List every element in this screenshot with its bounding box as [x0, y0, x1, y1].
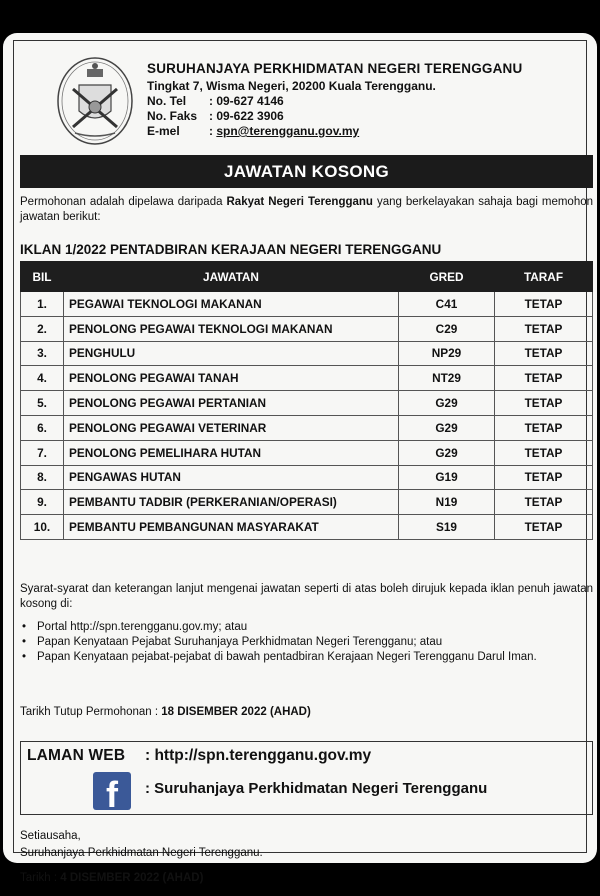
table-row [21, 292, 593, 317]
phone-label: No. Tel [147, 94, 187, 108]
column-header-bil: BIL [21, 262, 64, 292]
cell-taraf: TETAP [495, 391, 593, 416]
closing-date-label: Tarikh Tutup Permohonan : [20, 706, 162, 718]
intro-bold: Rakyat Negeri Terengganu [226, 196, 373, 208]
signature-title: Setiausaha, [20, 830, 81, 842]
facebook-glyph: f [106, 774, 118, 815]
list-item: • Papan Kenyataan pejabat-pejabat di bawah pentadbiran Kerajaan Negeri Terengganu Darul Iman. [20, 650, 593, 665]
cell-gred: G29 [399, 415, 495, 440]
table-row [21, 366, 593, 391]
column-header-taraf: TARAF [495, 262, 593, 292]
cell-taraf: TETAP [495, 440, 593, 465]
phone-value: : 09-627 4146 [209, 94, 284, 108]
cell-taraf: TETAP [495, 292, 593, 317]
list-item: • Papan Kenyataan Pejabat Suruhanjaya Perkhidmatan Negeri Terengganu; atau [20, 635, 593, 650]
cell-taraf: TETAP [495, 415, 593, 440]
cell-bil: 1. [21, 292, 64, 317]
cell-gred: N19 [399, 490, 495, 515]
cell-bil: 4. [21, 366, 64, 391]
cell-taraf: TETAP [495, 341, 593, 366]
cell-jawatan: PENOLONG PEGAWAI TANAH [64, 366, 399, 391]
cell-bil: 10. [21, 515, 64, 540]
table-row [21, 490, 593, 515]
cell-jawatan: PENOLONG PEGAWAI TEKNOLOGI MAKANAN [64, 316, 399, 341]
organization-address: Tingkat 7, Wisma Negeri, 20200 Kuala Terengganu. [147, 79, 436, 93]
cell-gred: G19 [399, 465, 495, 490]
terms-paragraph: Syarat-syarat dan keterangan lanjut mengenai jawatan seperti di atas boleh dirujuk kepada iklan penuh jawatan kosong di: [20, 583, 593, 610]
cell-gred: C41 [399, 292, 495, 317]
cell-gred: C29 [399, 316, 495, 341]
email-prefix: : [209, 124, 217, 138]
email-row [147, 124, 359, 139]
cell-bil: 3. [21, 341, 64, 366]
cell-bil: 6. [21, 415, 64, 440]
cell-gred: NT29 [399, 366, 495, 391]
page-title: JAWATAN KOSONG [20, 155, 593, 188]
closing-date [20, 706, 311, 718]
reference-list [20, 620, 593, 665]
table-row [21, 316, 593, 341]
cell-taraf: TETAP [495, 366, 593, 391]
organization-name: SURUHANJAYA PERKHIDMATAN NEGERI TERENGGANU [147, 61, 523, 76]
section-title: IKLAN 1/2022 PENTADBIRAN KERAJAAN NEGERI TERENGGANU [20, 242, 442, 257]
facebook-icon [93, 772, 131, 815]
cell-jawatan: PEGAWAI TEKNOLOGI MAKANAN [64, 292, 399, 317]
column-header-gred: GRED [399, 262, 495, 292]
fax-value: : 09-622 3906 [209, 109, 284, 123]
cell-jawatan: PENGAWAS HUTAN [64, 465, 399, 490]
cell-jawatan: PENGHULU [64, 341, 399, 366]
closing-date-value: 18 DISEMBER 2022 (AHAD) [161, 706, 311, 718]
issue-date [20, 872, 203, 884]
cell-bil: 8. [21, 465, 64, 490]
cell-bil: 9. [21, 490, 64, 515]
web-label: LAMAN WEB [27, 747, 126, 764]
contact-block [147, 94, 359, 139]
column-header-jawatan: JAWATAN [64, 262, 399, 292]
cell-jawatan: PEMBANTU TADBIR (PERKERANIAN/OPERASI) [64, 490, 399, 515]
web-url-link[interactable]: : http://spn.terengganu.gov.my [145, 747, 372, 764]
fax-label: No. Faks [147, 109, 198, 123]
cell-gred: G29 [399, 440, 495, 465]
fax-row [147, 109, 359, 124]
vacancy-table [20, 261, 593, 540]
intro-paragraph [20, 195, 593, 225]
cell-taraf: TETAP [495, 490, 593, 515]
cell-taraf: TETAP [495, 465, 593, 490]
table-row [21, 391, 593, 416]
cell-jawatan: PEMBANTU PEMBANGUNAN MASYARAKAT [64, 515, 399, 540]
cell-jawatan: PENOLONG PEGAWAI PERTANIAN [64, 391, 399, 416]
table-row [21, 341, 593, 366]
cell-jawatan: PENOLONG PEMELIHARA HUTAN [64, 440, 399, 465]
cell-jawatan: PENOLONG PEGAWAI VETERINAR [64, 415, 399, 440]
advertisement-sheet [3, 33, 597, 884]
issue-date-label: Tarikh : [20, 872, 61, 884]
phone-row [147, 94, 359, 109]
table-row [21, 465, 593, 490]
cell-bil: 7. [21, 440, 64, 465]
email-label: E-mel [147, 124, 180, 138]
list-item: • Portal http://spn.terengganu.gov.my; atau [20, 620, 593, 635]
intro-before: Permohonan adalah dipelawa daripada [20, 196, 227, 208]
cell-taraf: TETAP [495, 515, 593, 540]
cell-bil: 2. [21, 316, 64, 341]
intro-after: yang berkelayakan sahaja bagi memohon jawatan berikut: [20, 196, 594, 223]
web-info-box [20, 741, 593, 815]
cell-bil: 5. [21, 391, 64, 416]
table-header-row [21, 262, 593, 292]
facebook-page-link[interactable]: : Suruhanjaya Perkhidmatan Negeri Terengganu [145, 780, 488, 797]
cell-gred: G29 [399, 391, 495, 416]
issue-date-value: 4 DISEMBER 2022 (AHAD) [60, 872, 204, 884]
cell-gred: S19 [399, 515, 495, 540]
table-row [21, 515, 593, 540]
signature-organization: Suruhanjaya Perkhidmatan Negeri Terengganu. [20, 847, 263, 859]
email-link[interactable]: spn@terengganu.gov.my [216, 124, 360, 138]
table-row [21, 440, 593, 465]
table-row [21, 415, 593, 440]
state-crest-icon [55, 55, 135, 147]
cell-taraf: TETAP [495, 316, 593, 341]
cell-gred: NP29 [399, 341, 495, 366]
